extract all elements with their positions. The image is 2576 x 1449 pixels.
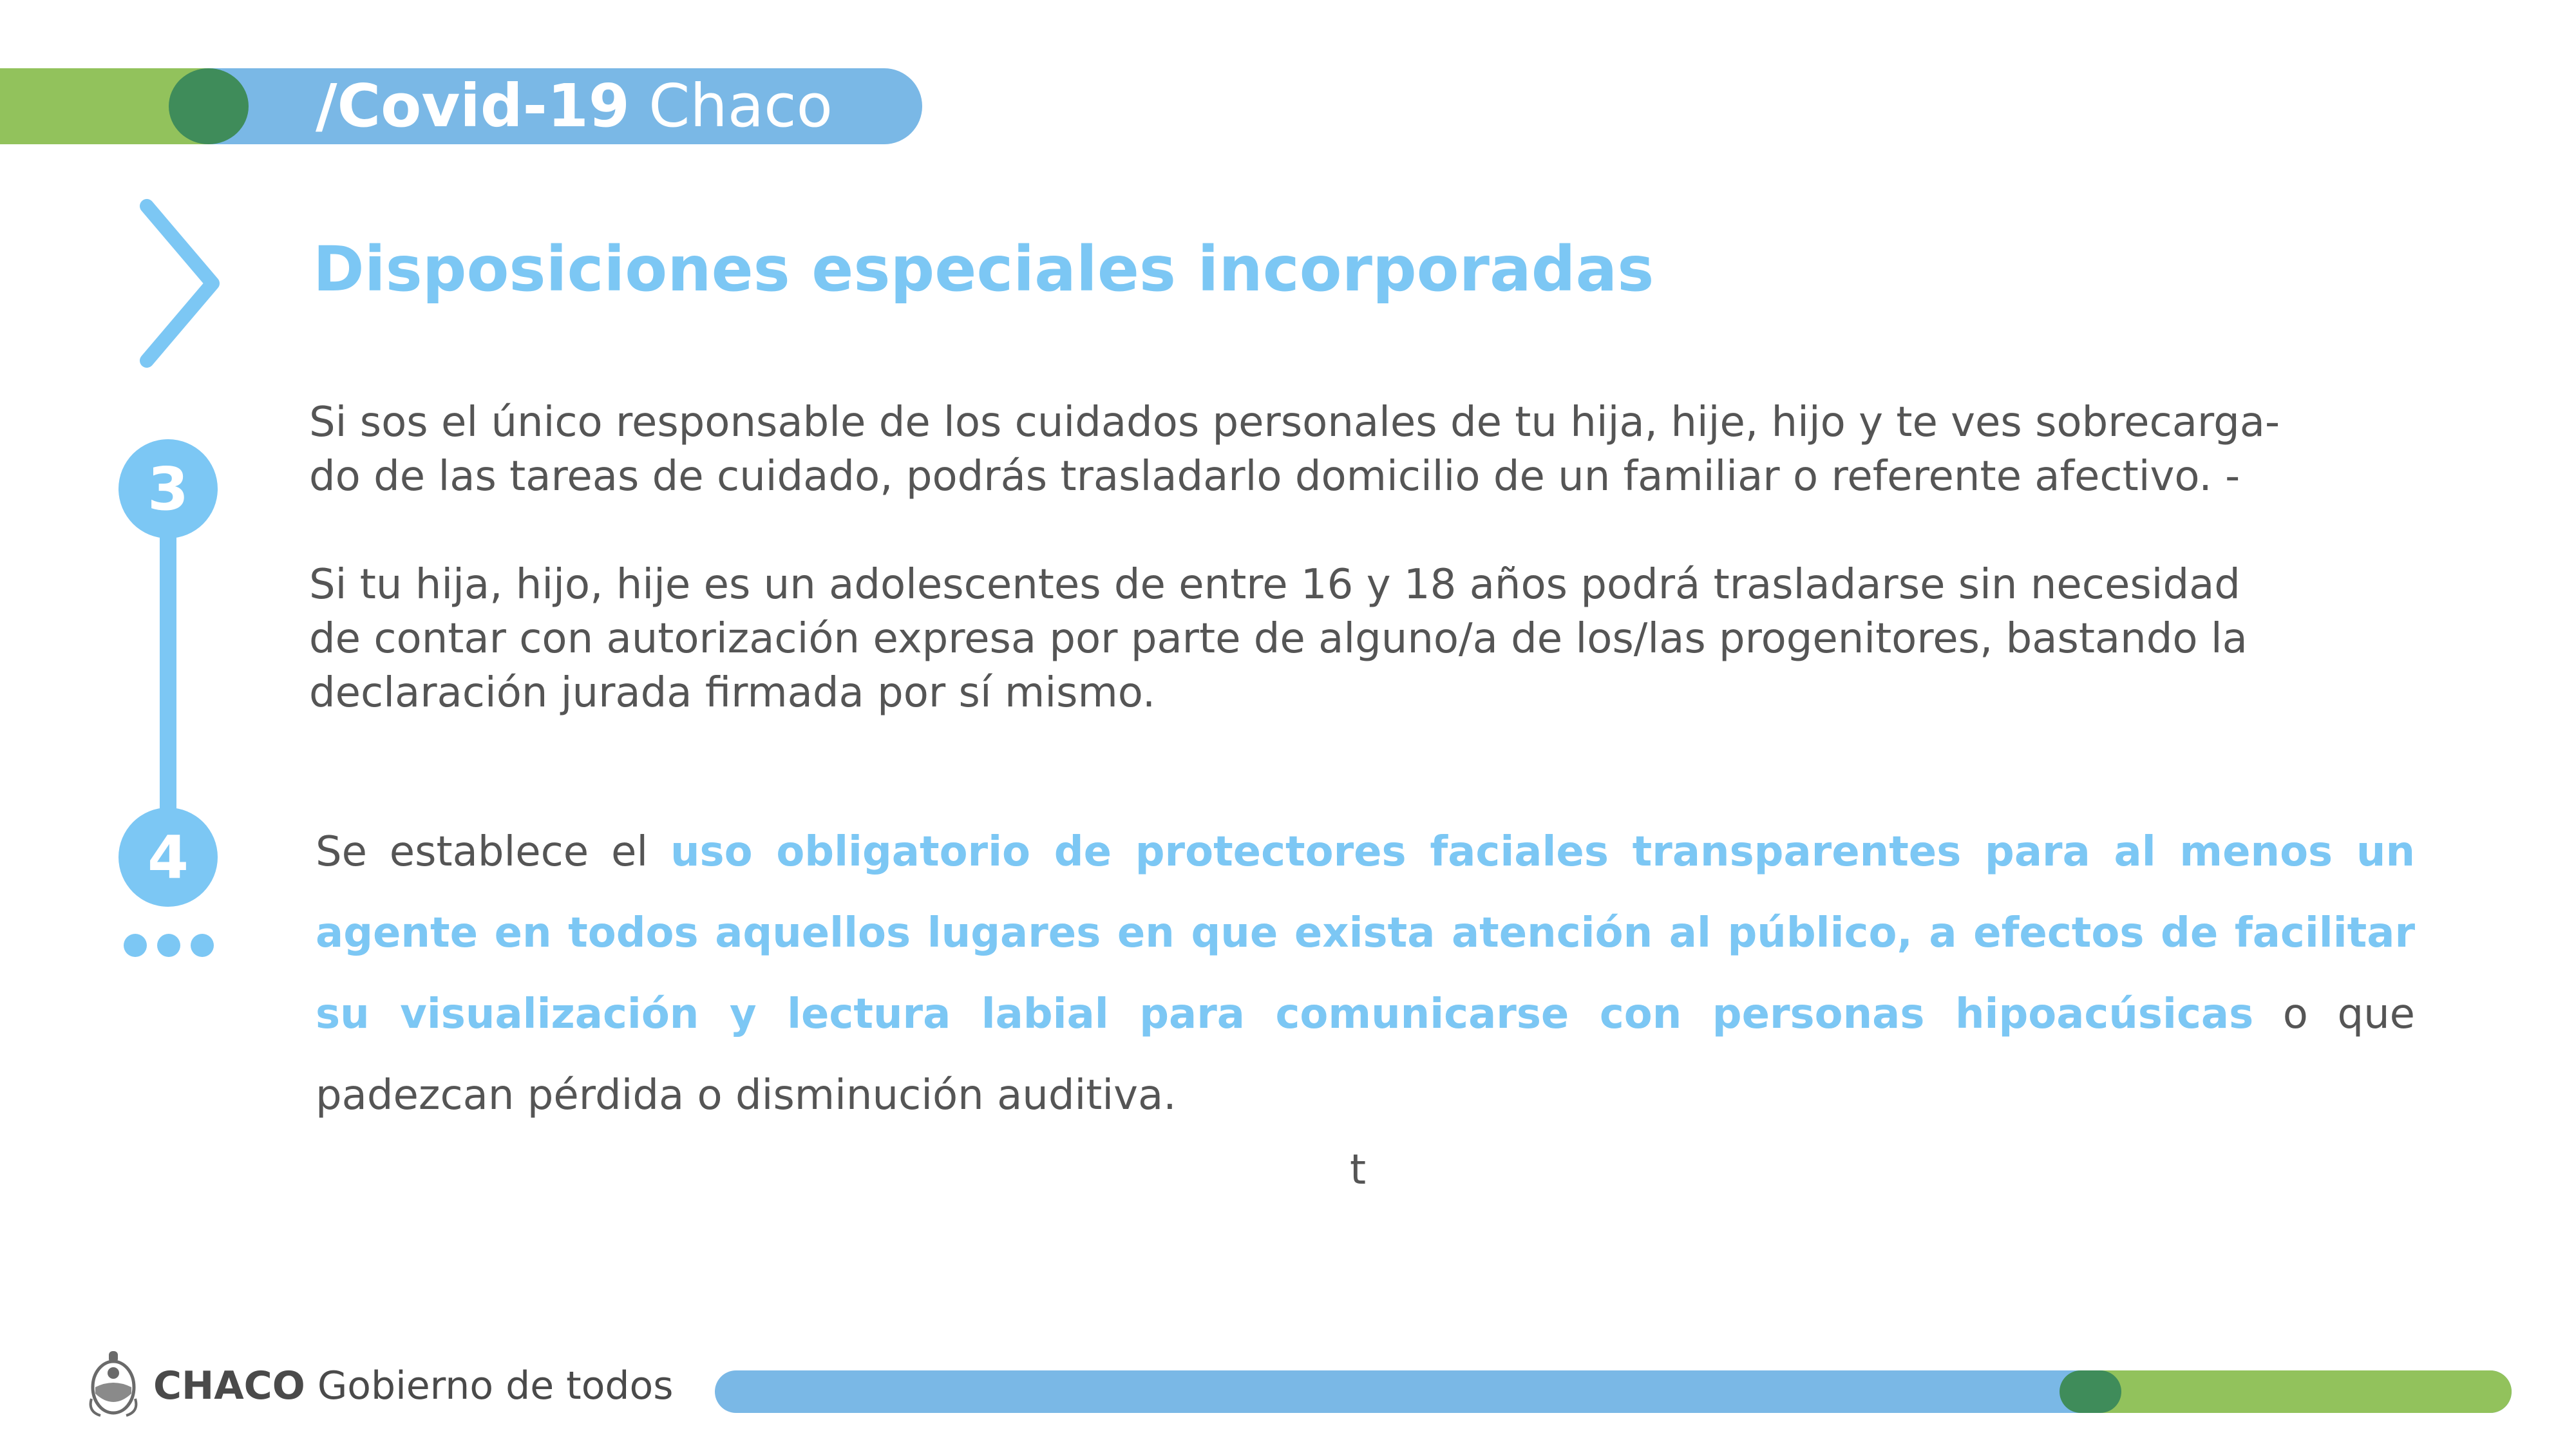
section-title: Disposiciones especiales incorporadas <box>313 233 1654 305</box>
paragraph-intro: Se establece el <box>316 828 670 876</box>
chaco-coat-of-arms-icon <box>88 1347 139 1419</box>
stray-text: t <box>1350 1146 1367 1194</box>
paragraph-line: Si tu hija, hijo, hije es un adolescentes de entre 16 y 18 años podrá trasladarse sin necesidad <box>309 561 2240 609</box>
paragraph-line: de contar con autorización expresa por parte de alguno/a de los/las progenitores, bastando la <box>309 615 2248 663</box>
paragraph-line: declaración jurada firmada por sí mismo. <box>309 669 1156 717</box>
timeline-line <box>160 528 176 824</box>
paragraph-line: Si sos el único responsable de los cuidados personales de tu hija, hije, hijo y te ves sobrecarga- <box>309 399 2280 446</box>
header-title-light: Chaco <box>649 71 833 140</box>
paragraph-face-shields <box>316 811 2415 1136</box>
ellipsis-dot <box>157 934 180 957</box>
footer-brand <box>153 1360 673 1412</box>
chevron-right-icon <box>129 193 232 374</box>
ellipsis-dot <box>124 934 147 957</box>
footer-brand-light: Gobierno de todos <box>317 1363 674 1408</box>
header-dot <box>169 68 249 144</box>
step-number-3: 3 <box>118 439 218 538</box>
paragraph-line: do de las tareas de cuidado, podrás trasladarlo domicilio de un familiar o referente afectivo. - <box>309 453 2240 500</box>
step-number-4: 4 <box>118 808 218 907</box>
header-title-bold: /Covid-19 <box>316 71 630 140</box>
header-title <box>316 68 833 144</box>
paragraph-highlight: uso obligatorio de protectores faciales transparentes para al menos un agente en todos aquellos lugares en que exista atención al público, a efectos de facilitar su visualización y lectura labial para comunicarse con personas hipoacúsicas <box>316 828 2416 1038</box>
footer-bar-green <box>2087 1370 2512 1413</box>
paragraph-outro: o que padezcan pérdida o disminución auditiva. <box>316 990 2416 1119</box>
ellipsis-dot <box>191 934 214 957</box>
footer-bar-dot <box>2060 1370 2121 1413</box>
paragraph-adolescents <box>309 558 2434 720</box>
footer-brand-bold: CHACO <box>153 1363 305 1408</box>
paragraph-caregiver <box>309 395 2434 504</box>
